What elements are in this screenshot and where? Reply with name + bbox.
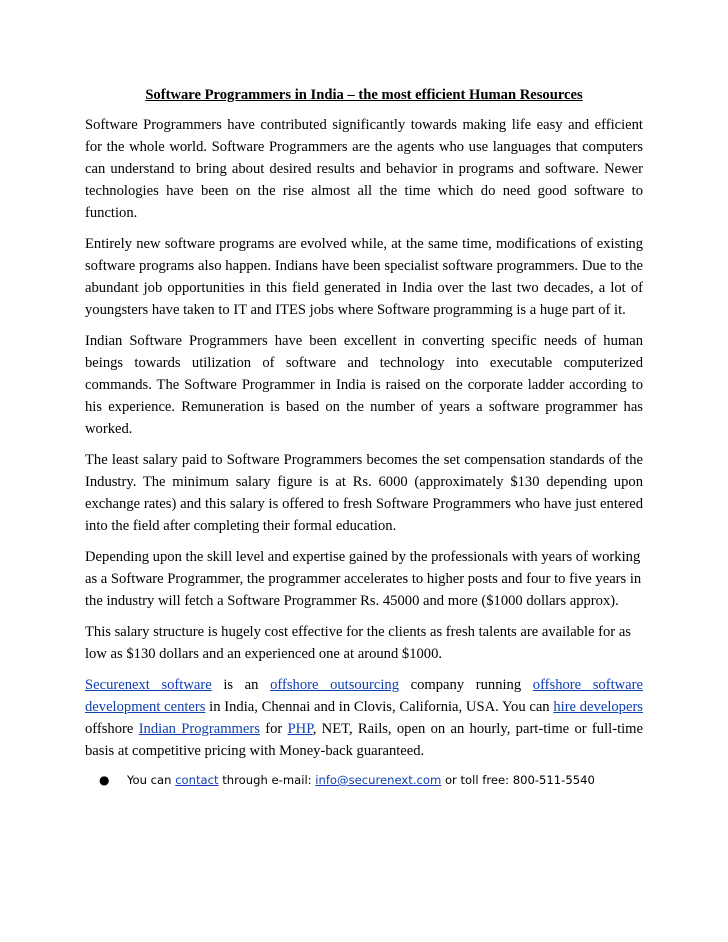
contact-list — [85, 771, 643, 789]
offshore-outsourcing-link[interactable]: offshore outsourcing — [270, 677, 399, 693]
contact-link[interactable]: contact — [175, 773, 219, 787]
paragraph-2: Entirely new software programs are evolved while, at the same time, modifications of existing software programs also happen. Indians have been specialist software programmers. Due to the abundant job opportunities in this field generated in India over the last two decades, a lot of youngsters have taken to IT and ITES jobs where Software programming is a huge part of it. — [85, 236, 643, 318]
promo-text-1: is an — [211, 677, 271, 693]
php-link[interactable]: PHP — [287, 721, 313, 737]
document-title: Software Programmers in India – the most efficient Human Resources — [145, 87, 583, 103]
promo-text-4: offshore — [85, 721, 139, 737]
offshore-dev-centers-link[interactable]: offshore software development centers — [85, 677, 643, 715]
hire-developers-link[interactable]: hire developers — [553, 699, 643, 715]
contact-item — [85, 771, 643, 789]
promo-text-2: company running — [399, 677, 533, 693]
paragraph-3: Indian Software Programmers have been excellent in converting specific needs of human beings towards utilization of software and technology into executable computerized commands. The Software Programmer in India is raised on the corporate ladder according to his experience. Remuneration is based on the number of years a software programmer has worked. — [85, 333, 643, 437]
paragraph-1: Software Programmers have contributed significantly towards making life easy and efficient for the whole world. Software Programmers are the agents who use languages that computers can understand to bring about desired results and behavior in programs and software. Newer technologies have been on the rise almost all the time which do need good software to function. — [85, 117, 643, 221]
promo-text-6: , NET, Rails, open on an hourly, part-time or full-time basis at competitive pricing with Money-back guaranteed. — [85, 721, 644, 759]
document-page — [85, 84, 643, 789]
paragraph-4: The least salary paid to Software Programmers becomes the set compensation standards of the Industry. The minimum salary figure is at Rs. 6000 (approximately $130 depending upon exchange rates) and this salary is offered to fresh Software Programmers who have just entered into the field after completing their formal education. — [85, 452, 643, 534]
email-link[interactable]: info@securenext.com — [315, 773, 442, 787]
contact-text-1: You can — [127, 773, 176, 787]
promo-text-5: for — [259, 721, 288, 737]
promo-paragraph — [85, 674, 643, 762]
promo-text-3: in India, Chennai and in Clovis, California, USA. You can — [205, 699, 554, 715]
indian-programmers-link[interactable]: Indian Programmers — [138, 721, 260, 737]
paragraph-5: Depending upon the skill level and expertise gained by the professionals with years of working as a Software Programmer, the programmer accelerates to higher posts and four to five years in the industry will fetch a Software Programmer Rs. 45000 and more ($1000 dollars approx). — [85, 549, 642, 609]
contact-text-2: through e-mail: — [218, 773, 316, 787]
bullet-icon: ● — [99, 773, 110, 787]
contact-text-3: or toll free: 800-511-5540 — [441, 773, 595, 787]
paragraph-6: This salary structure is hugely cost effective for the clients as fresh talents are available for as low as $130 dollars and an experienced one at around $1000. — [85, 624, 631, 662]
securenext-link[interactable]: Securenext software — [85, 677, 212, 693]
